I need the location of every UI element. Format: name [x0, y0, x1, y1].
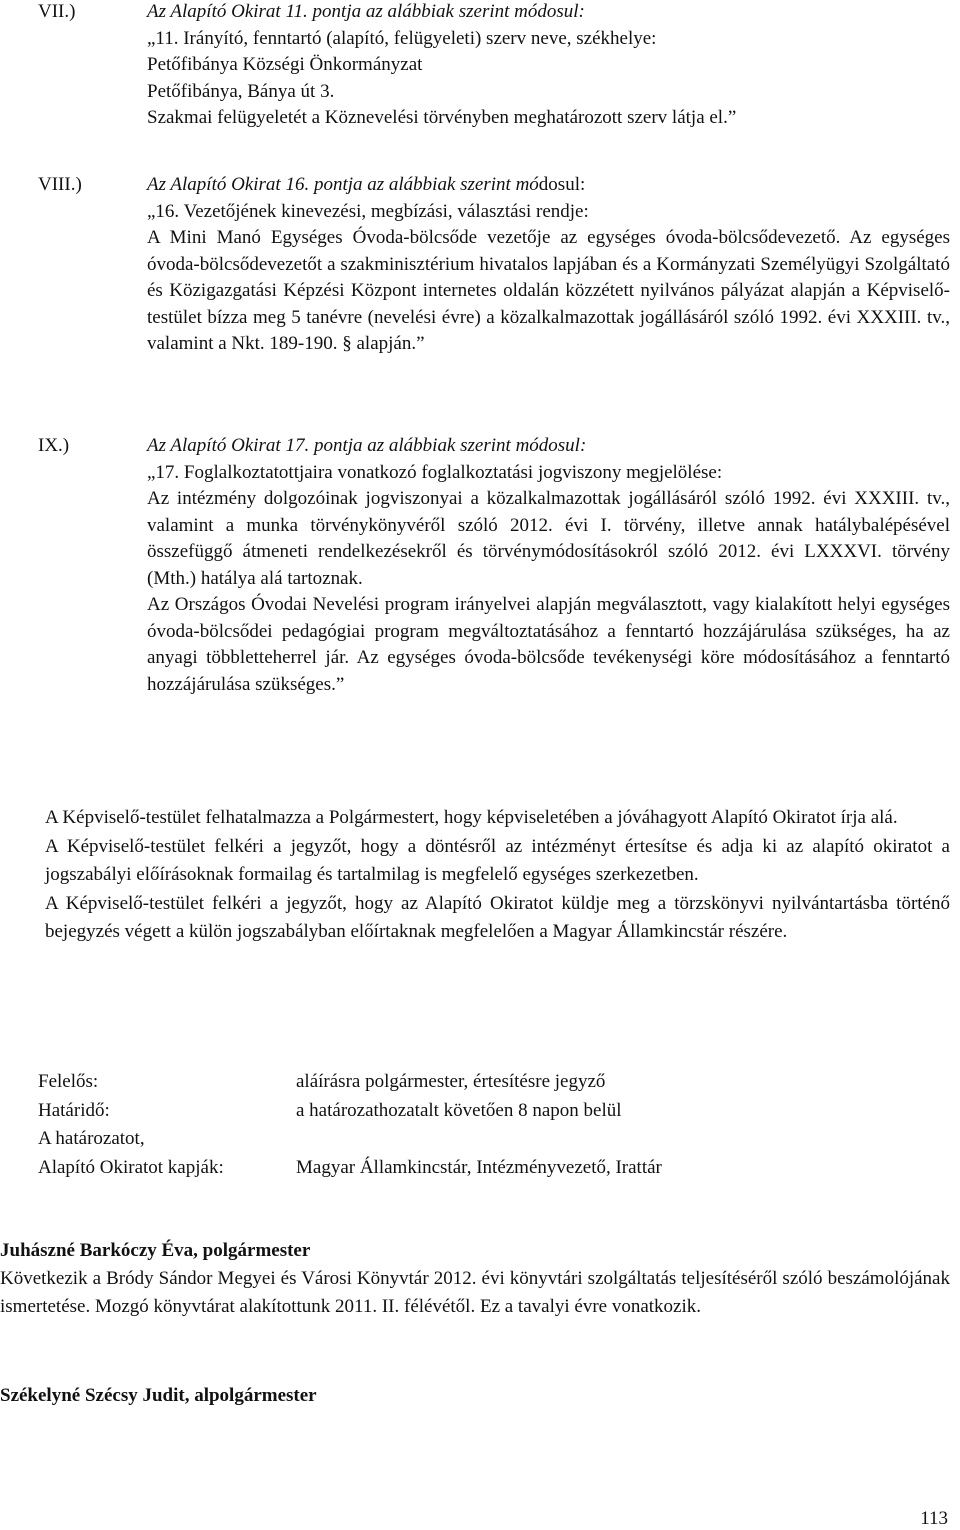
section-heading: Az Alapító Okirat 17. pontja az alábbiak szerint módosul: [147, 435, 587, 456]
item-title: „16. Vezetőjének kinevezési, megbízási, választási rendje: [147, 200, 589, 222]
responsibility-table [38, 1068, 662, 1182]
speaker-name: Székelyné Szécsy Judit, alpolgármester [0, 1385, 317, 1406]
item-paragraph: A Mini Manó Egységes Óvoda-bölcsőde vezetője az egységes óvoda-bölcsődevezető. Az egységes óvoda-bölcsődevezetőt a szakminisztérium hivatalos lapjában és a Kormányzati Személyügyi Szolgáltató és Közigazgatási Képzési Központ internetes oldalán közzétett nyilvános pályázat alapján a Képviselő-testület bízza meg 5 tanévre (nevelési évre) a közalkalmazottak jogállásáról szóló 1992. évi XXXIII. tv., valamint a Nkt. 189-190. § alapján.” [147, 227, 950, 354]
heading-italic-part: Az Alapító Okirat 16. pontja az alábbiak szerint mó [147, 174, 539, 195]
resolution-paragraph: A Képviselő-testület felhatalmazza a Polgármestert, hogy képviseletében a jóváhagyott Alapító Okiratot írja alá. [45, 807, 898, 828]
row-label: Határidő: [38, 1099, 110, 1121]
row-value: aláírásra polgármester, értesítésre jegyző [296, 1071, 606, 1092]
heading-plain-part: dosul: [538, 174, 586, 195]
speaker-block [0, 1383, 950, 1410]
table-row [38, 1068, 662, 1097]
section-body [147, 172, 950, 358]
resolution-paragraph: A Képviselő-testület felkéri a jegyzőt, hogy az Alapító Okiratot küldje meg a törzskönyvi nyilvántartásba történő bejegyzés végett a külön jogszabályban előírtaknak megfelelően a Magyar Államkincstár részére. [45, 892, 950, 942]
row-value: Magyar Államkincstár, Intézményvezető, Irattár [296, 1156, 662, 1178]
section-heading: Az Alapító Okirat 11. pontja az alábbiak szerint módosul: [147, 1, 585, 22]
speaker-text: Következik a Bródy Sándor Megyei és Városi Könyvtár 2012. évi könyvtári szolgáltatás teljesítéséről szóló beszámolójának ismertetése. Mozgó könyvtárat alakítottunk 2011. II. félévétől. Ez a tavalyi évre vonatkozik. [0, 1267, 950, 1317]
section-body [147, 433, 950, 698]
row-value: a határozathozatalt követően 8 napon belül [296, 1099, 622, 1121]
section-numeral: VIII.) [38, 174, 82, 195]
resolution-paragraph: A Képviselő-testület felkéri a jegyzőt, hogy a döntésről az intézményt értesítse és adja ki az alapító okiratot a jogszabályi előírásoknak formailag és tartalmilag is megfelelő egységes szerkezetben. [45, 835, 950, 885]
section-body [147, 0, 950, 132]
speaker-block [0, 1238, 950, 1321]
text-line: Szakmai felügyeletét a Köznevelési törvényben meghatározott szerv látja el.” [147, 107, 737, 128]
row-label: A határozatot, [38, 1128, 145, 1149]
table-row [38, 1097, 662, 1126]
section-numeral: VII.) [38, 1, 76, 22]
item-paragraph: Az Országos Óvodai Nevelési program irányelvei alapján megválasztott, vagy kialakított helyi egységes óvoda-bölcsődei pedagógiai program megváltoztatásához a fenntartó hozzájárulása szükséges, ha az anyagi többletteherrel jár. Az egységes óvoda-bölcsőde tevékenységi köre módosításához a fenntartó hozzájárulása szükséges.” [147, 594, 950, 695]
text-line: Petőfibánya Községi Önkormányzat [147, 54, 423, 75]
speaker-name: Juhászné Barkóczy Éva, polgármester [0, 1240, 311, 1261]
text-line: „11. Irányító, fenntartó (alapító, felügyeleti) szerv neve, székhelye: [147, 27, 657, 49]
table-row [38, 1125, 662, 1154]
item-paragraph: Az intézmény dolgozóinak jogviszonyai a közalkalmazottak jogállásáról szóló 1992. évi XXXIII. tv., valamint a munka törvénykönyvéről szóló 2012. évi I. törvény, illetve annak hatálybalépésével összefüggő átmeneti rendelkezésekről és törvénymódosításokról szóló 2012. évi LXXXVI. törvény (Mth.) hatálya alá tartoznak. [147, 488, 950, 589]
text-line: Petőfibánya, Bánya út 3. [147, 80, 335, 102]
section-numeral: IX.) [38, 435, 70, 456]
row-label: Alapító Okiratot kapják: [38, 1156, 224, 1178]
row-label: Felelős: [38, 1071, 99, 1092]
section-heading [147, 172, 950, 199]
page-number: 113 [920, 1508, 948, 1529]
resolution-block [45, 804, 950, 947]
item-title: „17. Foglalkoztatottjaira vonatkozó foglalkoztatási jogviszony megjelölése: [147, 461, 723, 483]
table-row [38, 1154, 662, 1183]
